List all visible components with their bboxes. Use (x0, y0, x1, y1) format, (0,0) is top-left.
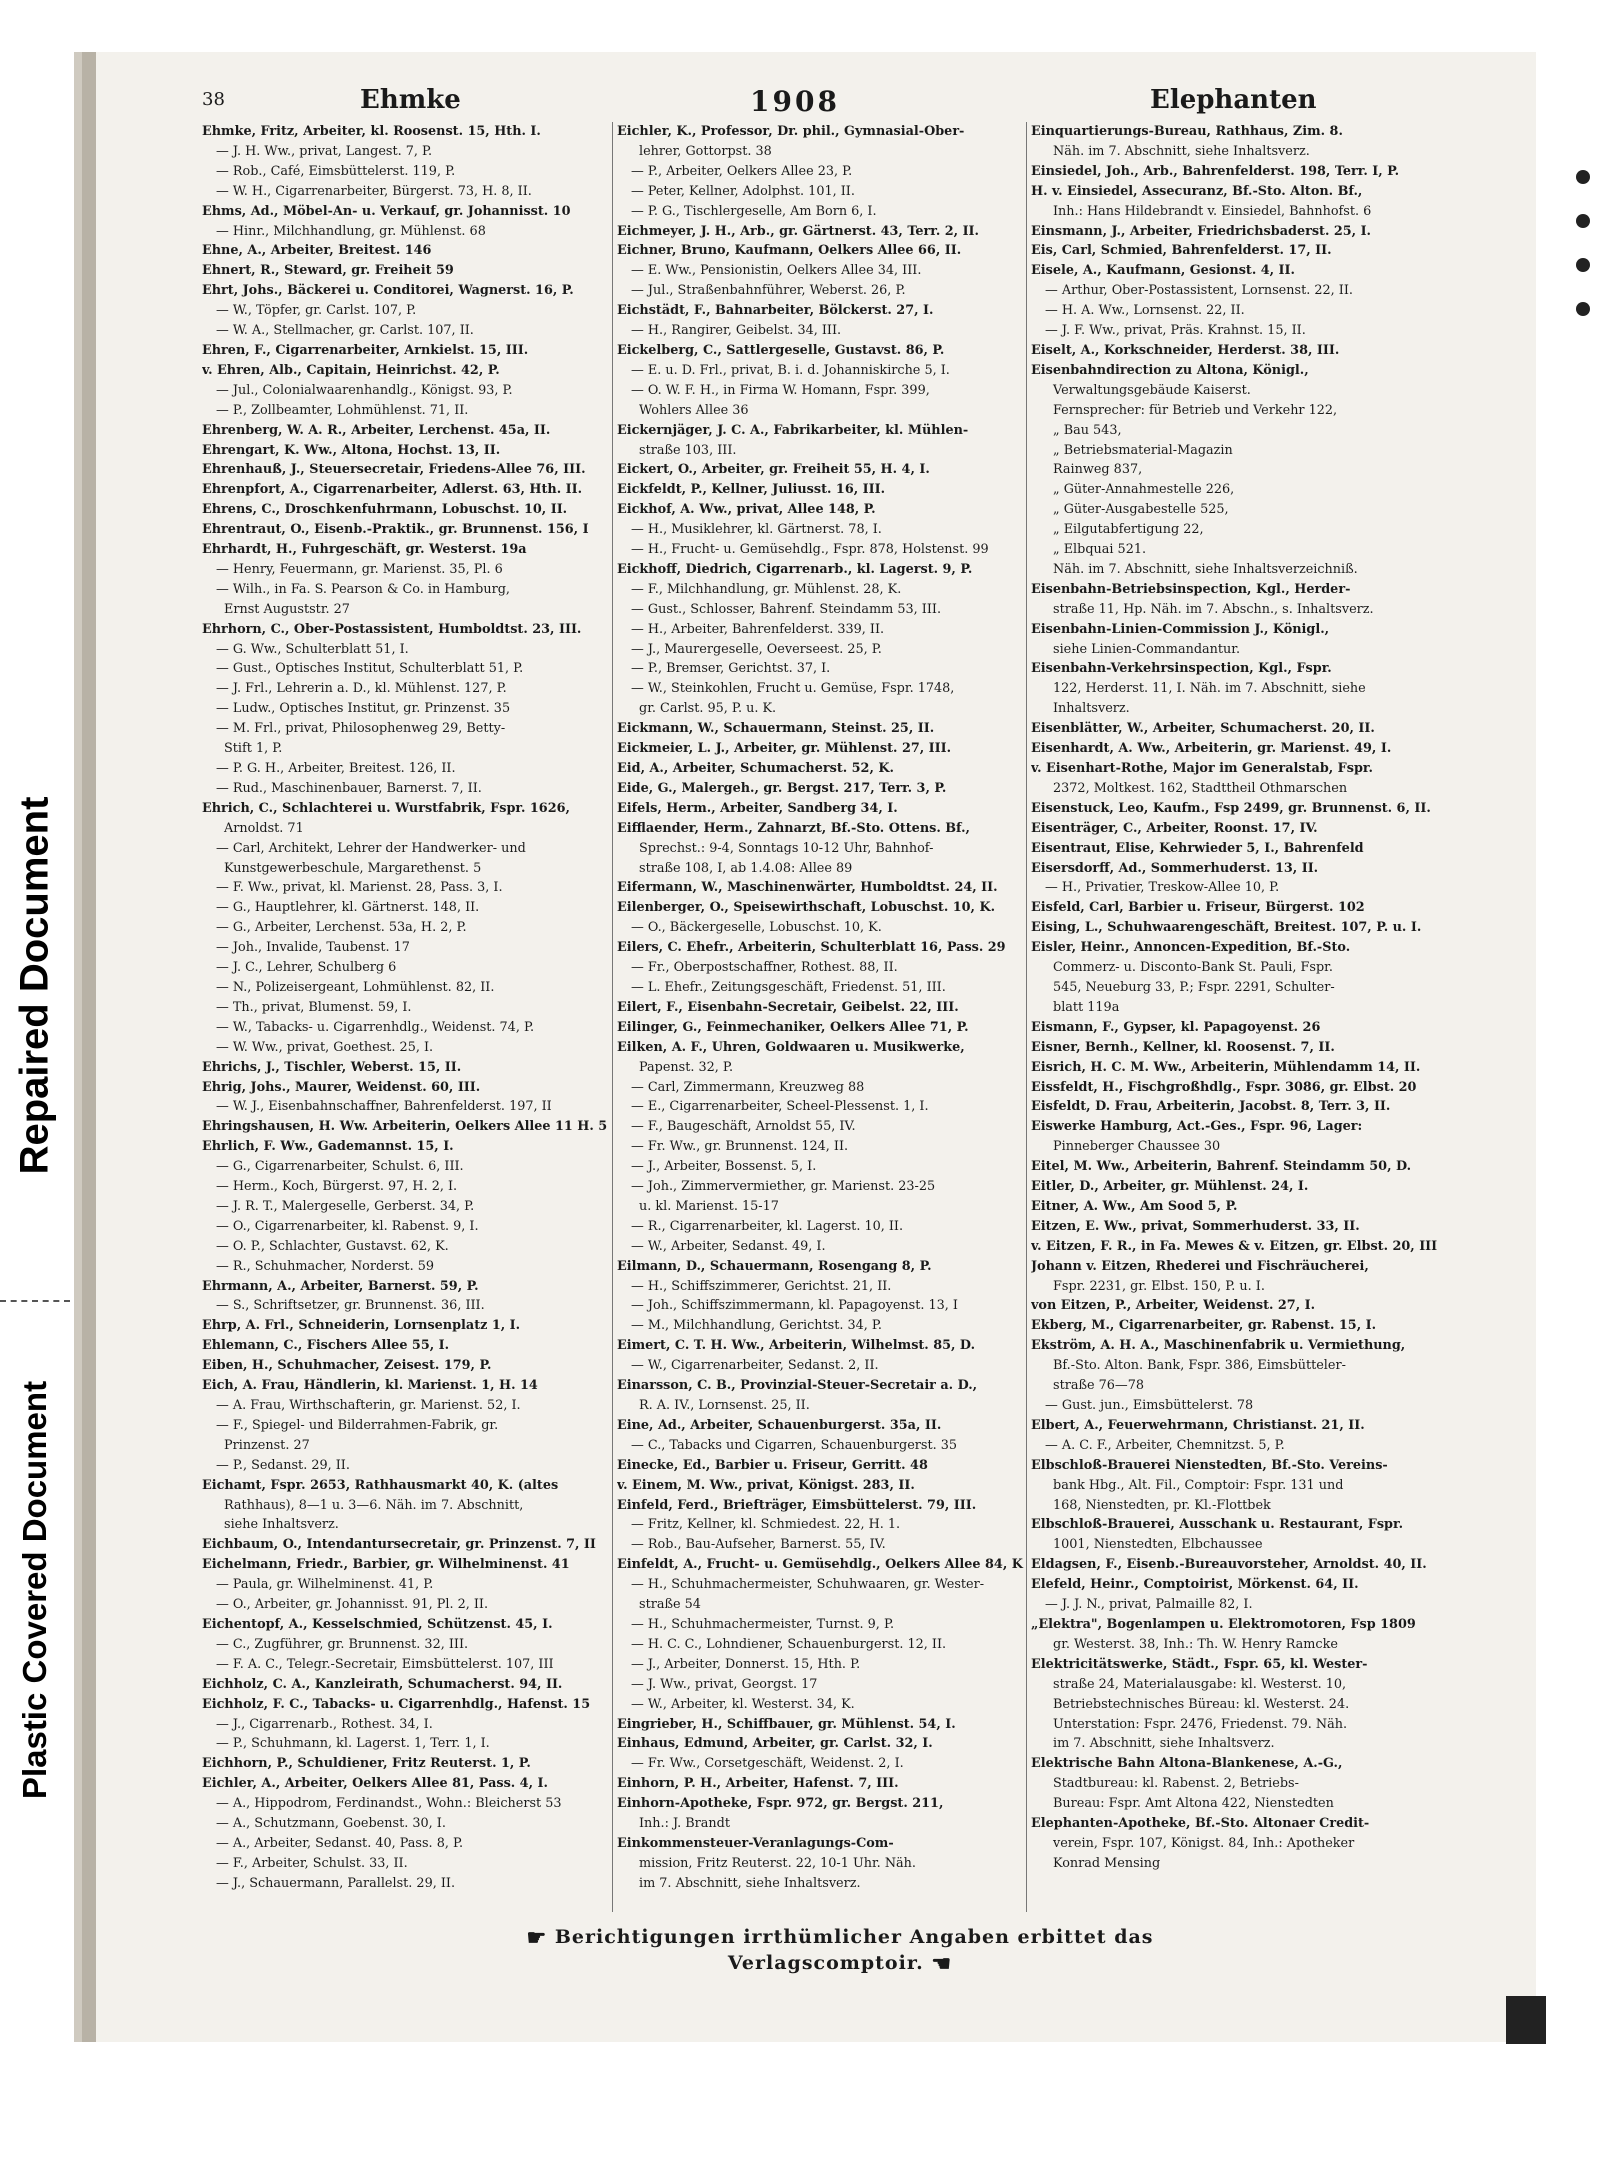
directory-entry: Eissfeldt, H., Fischgroßhdlg., Fspr. 3086, gr. Elbst. 20 (1031, 1079, 1417, 1095)
directory-entry: Sprechst.: 9-4, Sonntags 10-12 Uhr, Bahnhof- (639, 840, 934, 856)
directory-entry: Eisenträger, C., Arbeiter, Roonst. 17, IV. (1031, 820, 1318, 836)
directory-entry: Eid, A., Arbeiter, Schumacherst. 52, K. (617, 761, 894, 776)
directory-entry: — F. Ww., privat, kl. Marienst. 28, Pass. 3, I. (216, 880, 503, 896)
directory-entry: Eifermann, W., Maschinenwärter, Humboldtst. 24, II. (617, 880, 998, 896)
directory-entry: Eilinger, G., Feinmechaniker, Oelkers Allee 71, P. (617, 1019, 969, 1035)
directory-entry: — J., Cigarrenarb., Rothest. 34, I. (216, 1716, 433, 1732)
directory-entry: — G., Arbeiter, Lerchenst. 53a, H. 2, P. (216, 920, 467, 936)
directory-entry: Eickmann, W., Schauermann, Steinst. 25, II. (617, 721, 935, 737)
directory-entry: Verwaltungsgebäude Kaiserst. (1053, 382, 1251, 398)
directory-entry: Bureau: Fspr. Amt Altona 422, Nienstedten (1053, 1796, 1334, 1812)
directory-entry: — H., Rangirer, Geibelst. 34, III. (631, 323, 842, 339)
directory-entry: H. v. Einsiedel, Assecuranz, Bf.-Sto. Alton. Bf., (1031, 183, 1363, 199)
directory-entry: — O., Bäckergeselle, Lobuschst. 10, K. (631, 920, 882, 936)
header-keyword-right: Elephanten (1150, 85, 1317, 115)
directory-entry: — J., Schauermann, Parallelst. 29, II. (216, 1875, 456, 1891)
directory-entry: 2372, Moltkest. 162, Stadttheil Othmarschen (1053, 780, 1348, 796)
directory-entry: gr. Carlst. 95, P. u. K. (639, 701, 777, 717)
directory-entry: Eisler, Heinr., Annoncen-Expedition, Bf.-Sto. (1031, 940, 1351, 956)
directory-entry: straße 24, Materialausgabe: kl. Westerst. 10, (1053, 1676, 1347, 1692)
directory-entry: Eising, L., Schuhwaarengeschäft, Breitest. 107, P. u. I. (1031, 920, 1422, 936)
directory-entry: Eickelberg, C., Sattlergeselle, Gustavst. 86, P. (617, 342, 945, 358)
directory-entry: — O., Cigarrenarbeiter, kl. Rabenst. 9, I. (216, 1218, 479, 1234)
header-year: 1908 (750, 85, 840, 118)
directory-entry: — H. A. Ww., Lornsenst. 22, II. (1045, 303, 1245, 319)
directory-entry: Ehms, Ad., Möbel-An- u. Verkauf, gr. Johannisst. 10 (202, 203, 571, 219)
edge-mark (1576, 302, 1590, 316)
directory-entry: Eichstädt, F., Bahnarbeiter, Bölckerst. 27, I. (617, 303, 934, 319)
directory-entry: Eisfeld, Carl, Barbier u. Friseur, Bürgerst. 102 (1031, 900, 1365, 916)
directory-entry: Eilken, A. F., Uhren, Goldwaaren u. Musikwerke, (617, 1039, 965, 1055)
directory-entry: Eisersdorff, Ad., Sommerhuderst. 13, II. (1031, 860, 1319, 876)
directory-entry: Elektricitätswerke, Städt., Fspr. 65, kl. Wester- (1031, 1656, 1368, 1672)
directory-entry: — Fritz, Kellner, kl. Schmiedest. 22, H. 1. (631, 1517, 901, 1533)
directory-column-1 (202, 122, 610, 1912)
directory-columns (202, 122, 1442, 1912)
directory-entry: Elephanten-Apotheke, Bf.-Sto. Altonaer Credit- (1031, 1816, 1370, 1832)
directory-entry: „ Elbquai 521. (1053, 542, 1147, 558)
directory-entry: Eine, Ad., Arbeiter, Schauenburgerst. 35a, II. (617, 1417, 942, 1433)
directory-entry: — N., Polizeisergeant, Lohmühlenst. 82, II. (216, 979, 495, 995)
directory-entry: — Th., privat, Blumenst. 59, I. (216, 999, 412, 1015)
directory-entry: — Henry, Feuermann, gr. Marienst. 35, Pl. 6 (216, 561, 503, 577)
directory-entry: — Fr. Ww., Corsetgeschäft, Weidenst. 2, I. (631, 1756, 904, 1772)
directory-entry: straße 54 (639, 1597, 701, 1613)
directory-entry: Eisenhardt, A. Ww., Arbeiterin, gr. Marienst. 49, I. (1031, 741, 1392, 757)
directory-entry: Einsmann, J., Arbeiter, Friedrichsbaderst. 25, I. (1031, 223, 1372, 239)
directory-entry: Eis, Carl, Schmied, Bahrenfelderst. 17, II. (1031, 243, 1332, 259)
directory-entry: Ehrens, C., Droschkenfuhrmann, Lobuschst. 10, II. (202, 502, 568, 518)
directory-entry: — H., Schiffszimmerer, Gerichtst. 21, II. (631, 1278, 892, 1294)
directory-entry: bank Hbg., Alt. Fil., Comptoir: Fspr. 131 und (1053, 1477, 1344, 1493)
directory-entry: Elbschloß-Brauerei Nienstedten, Bf.-Sto. Vereins- (1031, 1457, 1388, 1473)
directory-entry: gr. Westerst. 38, Inh.: Th. W. Henry Ramcke (1053, 1636, 1338, 1652)
directory-entry: — H., Musiklehrer, kl. Gärtnerst. 78, I. (631, 522, 882, 538)
directory-entry: Eilers, C. Ehefr., Arbeiterin, Schulterblatt 16, Pass. 29 (617, 940, 1006, 956)
directory-entry: — H., Privatier, Treskow-Allee 10, P. (1045, 880, 1280, 896)
directory-entry: Ehrich, C., Schlachterei u. Wurstfabrik, Fspr. 1626, (202, 800, 570, 816)
directory-entry: Eilmann, D., Schauermann, Rosengang 8, P. (617, 1258, 932, 1274)
directory-entry: Einhorn-Apotheke, Fspr. 972, gr. Bergst. 211, (617, 1796, 944, 1812)
directory-entry: — W. H., Cigarrenarbeiter, Bürgerst. 73, H. 8, II. (216, 183, 532, 199)
directory-entry: — Wilh., in Fa. S. Pearson & Co. in Hamburg, (216, 581, 510, 597)
directory-entry: — H. C. C., Lohndiener, Schauenburgerst. 12, II. (631, 1636, 947, 1652)
directory-entry: Näh. im 7. Abschnitt, siehe Inhaltsverzeichniß. (1053, 561, 1358, 577)
directory-entry: — E., Cigarrenarbeiter, Scheel-Plessenst. 1, I. (631, 1099, 929, 1115)
directory-entry: — Jul., Straßenbahnführer, Weberst. 26, P. (631, 283, 906, 299)
directory-entry: Einquartierungs-Bureau, Rathhaus, Zim. 8. (1031, 124, 1343, 139)
directory-entry: Eickert, O., Arbeiter, gr. Freiheit 55, H. 4, I. (617, 462, 930, 478)
directory-entry: — Rob., Café, Eimsbüttelerst. 119, P. (216, 163, 456, 179)
directory-entry: Eisenbahn-Betriebsinspection, Kgl., Herder- (1031, 581, 1351, 597)
directory-entry: straße 76—78 (1053, 1378, 1145, 1394)
directory-entry: von Eitzen, P., Arbeiter, Weidenst. 27, I. (1031, 1298, 1316, 1314)
directory-entry: Eickernjäger, J. C. A., Fabrikarbeiter, kl. Mühlen- (617, 422, 969, 438)
directory-entry: — Peter, Kellner, Adolphst. 101, II. (631, 183, 855, 199)
directory-entry: Eichholz, C. A., Kanzleirath, Schumacherst. 94, II. (202, 1676, 563, 1692)
directory-entry: — O. W. F. H., in Firma W. Homann, Fspr. 399, (631, 382, 930, 398)
directory-entry: Eifflaender, Herm., Zahnarzt, Bf.-Sto. Ottens. Bf., (617, 820, 971, 836)
directory-entry: Rainweg 837, (1053, 462, 1143, 478)
directory-entry: Eichhorn, P., Schuldiener, Fritz Reuterst. 1, P. (202, 1756, 531, 1772)
directory-entry: Eichler, A., Arbeiter, Oelkers Allee 81, Pass. 4, I. (202, 1776, 548, 1792)
directory-entry: — J. H. Ww., privat, Langest. 7, P. (216, 143, 433, 159)
directory-entry: v. Eitzen, F. R., in Fa. Mewes & v. Eitzen, gr. Elbst. 20, III (1031, 1238, 1438, 1254)
directory-entry: — J. R. T., Malergeselle, Gerberst. 34, P. (216, 1198, 475, 1214)
directory-entry: „ Eilgutabfertigung 22, (1053, 522, 1204, 538)
directory-entry: Wohlers Allee 36 (639, 402, 749, 418)
directory-entry: 122, Herderst. 11, I. Näh. im 7. Abschnitt, siehe (1053, 681, 1366, 697)
directory-entry: mission, Fritz Reuterst. 22, 10-1 Uhr. Näh. (639, 1855, 916, 1871)
directory-entry: Eichner, Bruno, Kaufmann, Oelkers Allee 66, II. (617, 243, 962, 259)
directory-entry: im 7. Abschnitt, siehe Inhaltsverz. (639, 1875, 861, 1891)
directory-entry: im 7. Abschnitt, siehe Inhaltsverz. (1053, 1736, 1275, 1752)
directory-entry: — Hinr., Milchhandlung, gr. Mühlenst. 68 (216, 223, 486, 239)
directory-entry: Inhaltsverz. (1053, 701, 1130, 717)
directory-entry: Inh.: J. Brandt (639, 1816, 730, 1832)
directory-entry: Eimert, C. T. H. Ww., Arbeiterin, Wilhelmst. 85, D. (617, 1338, 976, 1354)
directory-entry: — M., Milchhandlung, Gerichtst. 34, P. (631, 1318, 882, 1334)
directory-entry: Ekström, A. H. A., Maschinenfabrik u. Vermiethung, (1031, 1338, 1406, 1354)
directory-entry: — J. Frl., Lehrerin a. D., kl. Mühlenst. 127, P. (216, 681, 507, 697)
directory-entry: Eichler, K., Professor, Dr. phil., Gymnasial-Ober- (617, 124, 965, 139)
directory-entry: Ehringshausen, H. Ww. Arbeiterin, Oelkers Allee 11 H. 5 (202, 1119, 608, 1135)
directory-entry: Eiselt, A., Korkschneider, Herderst. 38, III. (1031, 342, 1340, 358)
directory-entry: Eitler, D., Arbeiter, gr. Mühlenst. 24, I. (1031, 1179, 1309, 1195)
directory-entry: Fspr. 2231, gr. Elbst. 150, P. u. I. (1053, 1278, 1265, 1294)
directory-entry: „ Bau 543, (1053, 422, 1122, 438)
directory-entry: — W. Ww., privat, Goethest. 25, I. (216, 1039, 434, 1055)
directory-entry: Eisentraut, Elise, Kehrwieder 5, I., Bahrenfeld (1031, 840, 1364, 856)
directory-entry: Ehmke, Fritz, Arbeiter, kl. Roosenst. 15, Hth. I. (202, 124, 541, 139)
binding-shadow (82, 52, 96, 2042)
directory-entry: Ehrentraut, O., Eisenb.-Praktik., gr. Brunnenst. 156, I (202, 522, 589, 538)
directory-entry: Ehren, F., Cigarrenarbeiter, Arnkielst. 15, III. (202, 342, 529, 358)
directory-entry: — A. Frau, Wirthschafterin, gr. Marienst. 52, I. (216, 1398, 521, 1413)
directory-entry: Eisfeldt, D. Frau, Arbeiterin, Jacobst. 8, Terr. 3, II. (1031, 1099, 1391, 1115)
directory-entry: — Ludw., Optisches Institut, gr. Prinzenst. 35 (216, 701, 511, 717)
directory-entry: Ehrenpfort, A., Cigarrenarbeiter, Adlerst. 63, Hth. II. (202, 482, 583, 498)
directory-entry: siehe Linien-Commandantur. (1053, 641, 1241, 657)
directory-entry: — Fr. Ww., gr. Brunnenst. 124, II. (631, 1139, 849, 1155)
header-keyword-left: Ehmke (360, 85, 461, 115)
directory-entry: — W., Arbeiter, kl. Westerst. 34, K. (631, 1696, 855, 1712)
directory-entry: Papenst. 32, P. (639, 1059, 734, 1075)
directory-entry: — Rud., Maschinenbauer, Barnerst. 7, II. (216, 780, 482, 796)
directory-entry: Ehrt, Johs., Bäckerei u. Conditorei, Wagnerst. 16, P. (202, 283, 574, 299)
directory-entry: „ Betriebsmaterial-Magazin (1053, 442, 1233, 458)
directory-entry: Eichamt, Fspr. 2653, Rathhausmarkt 40, K. (altes (202, 1477, 559, 1493)
edge-mark (1576, 258, 1590, 272)
directory-entry: — Joh., Invalide, Taubenst. 17 (216, 940, 410, 956)
directory-entry: — O., Arbeiter, gr. Johannisst. 91, Pl. 2, II. (216, 1597, 489, 1613)
directory-entry: — A., Hippodrom, Ferdinandst., Wohn.: Bleicherst 53 (216, 1796, 562, 1812)
directory-entry: Stadtbureau: kl. Rabenst. 2, Betriebs- (1053, 1776, 1299, 1792)
directory-entry: Bf.-Sto. Alton. Bank, Fspr. 386, Eimsbütteler- (1053, 1358, 1346, 1374)
directory-entry: — G., Hauptlehrer, kl. Gärtnerst. 148, II. (216, 900, 480, 916)
directory-entry: Ehrenhauß, J., Steuersecretair, Friedens-Allee 76, III. (202, 462, 586, 478)
directory-entry: — C., Tabacks und Cigarren, Schauenburgerst. 35 (631, 1437, 958, 1453)
directory-entry: Ehrp, A. Frl., Schneiderin, Lornsenplatz 1, I. (202, 1318, 521, 1334)
directory-entry: straße 108, I, ab 1.4.08: Allee 89 (639, 860, 853, 876)
directory-entry: u. kl. Marienst. 15-17 (639, 1198, 779, 1214)
pointing-hand-icon: ☛ (526, 1925, 548, 1951)
directory-entry: — F. A. C., Telegr.-Secretair, Eimsbüttelerst. 107, III (216, 1656, 554, 1672)
directory-entry: Ehnert, R., Steward, gr. Freiheit 59 (202, 263, 454, 279)
directory-entry: — H., Frucht- u. Gemüsehdlg., Fspr. 878, Holstenst. 99 (631, 542, 989, 558)
side-label-plastic (0, 1320, 70, 1860)
directory-entry: — P., Bremser, Gerichtst. 37, I. (631, 661, 831, 677)
directory-entry: Unterstation: Fspr. 2476, Friedenst. 79. Näh. (1053, 1716, 1348, 1732)
directory-entry: — W., Arbeiter, Sedanst. 49, I. (631, 1238, 826, 1254)
directory-entry: — J. C., Lehrer, Schulberg 6 (216, 960, 397, 976)
directory-entry: — M. Frl., privat, Philosophenweg 29, Betty- (216, 721, 506, 737)
directory-entry: — J., Arbeiter, Bossenst. 5, I. (631, 1159, 817, 1175)
directory-entry: Elbert, A., Feuerwehrmann, Christianst. 21, II. (1031, 1417, 1365, 1433)
side-label-plastic-text: Plastic Covered Document (16, 1380, 53, 1800)
directory-entry: Eismann, F., Gypser, kl. Papagoyenst. 26 (1031, 1019, 1321, 1035)
directory-entry: Einhaus, Edmund, Arbeiter, gr. Carlst. 32, I. (617, 1736, 933, 1752)
directory-entry: — P. G., Tischlergeselle, Am Born 6, I. (631, 203, 877, 219)
directory-entry: — Gust. jun., Eimsbüttelerst. 78 (1045, 1398, 1254, 1413)
directory-entry: — S., Schriftsetzer, gr. Brunnenst. 36, III. (216, 1298, 485, 1314)
directory-entry: — W., Steinkohlen, Frucht u. Gemüse, Fspr. 1748, (631, 681, 955, 697)
directory-entry: — F., Milchhandlung, gr. Mühlenst. 28, K. (631, 581, 902, 597)
directory-entry: Fernsprecher: für Betrieb und Verkehr 122, (1053, 402, 1338, 418)
directory-entry: Elektrische Bahn Altona-Blankenese, A.-G., (1031, 1756, 1343, 1772)
directory-entry: Eisenblätter, W., Arbeiter, Schumacherst. 20, II. (1031, 721, 1375, 737)
directory-entry: — O. P., Schlachter, Gustavst. 62, K. (216, 1238, 449, 1254)
directory-entry: 545, Neueburg 33, P.; Fspr. 2291, Schulter- (1053, 979, 1335, 995)
directory-entry: lehrer, Gottorpst. 38 (639, 143, 772, 159)
side-label-repaired (0, 715, 70, 1255)
directory-entry: Eich, A. Frau, Händlerin, kl. Marienst. 1, H. 14 (202, 1378, 538, 1394)
directory-entry: Ernst Auguststr. 27 (224, 601, 350, 617)
edge-mark (1576, 170, 1590, 184)
edge-mark (1576, 214, 1590, 228)
directory-entry: — Gust., Schlosser, Bahrenf. Steindamm 53, III. (631, 601, 942, 617)
directory-entry: — Carl, Architekt, Lehrer der Handwerker- und (216, 840, 526, 856)
directory-entry: Einecke, Ed., Barbier u. Friseur, Gerritt. 48 (617, 1457, 928, 1473)
directory-entry: blatt 119a (1053, 999, 1120, 1015)
directory-entry: straße 11, Hp. Näh. im 7. Abschn., s. Inhaltsverz. (1053, 601, 1374, 617)
directory-entry: — Joh., Zimmervermiether, gr. Marienst. 23-25 (631, 1179, 936, 1195)
directory-entry: Inh.: Hans Hildebrandt v. Einsiedel, Bahnhofst. 6 (1053, 203, 1372, 219)
directory-entry: Eichbaum, O., Intendantursecretair, gr. Prinzenst. 7, II (202, 1537, 596, 1553)
directory-entry: Einhorn, P. H., Arbeiter, Hafenst. 7, III. (617, 1776, 899, 1792)
directory-entry: — A., Schutzmann, Goebenst. 30, I. (216, 1816, 446, 1832)
directory-entry: — Gust., Optisches Institut, Schulterblatt 51, P. (216, 661, 524, 677)
directory-entry: Ehrenberg, W. A. R., Arbeiter, Lerchenst. 45a, II. (202, 422, 551, 438)
directory-entry: — G., Cigarrenarbeiter, Schulst. 6, III. (216, 1159, 464, 1175)
directory-entry: Rathhaus), 8—1 u. 3—6. Näh. im 7. Abschnitt, (224, 1497, 524, 1513)
directory-entry: Johann v. Eitzen, Rhederei und Fischräucherei, (1031, 1258, 1369, 1274)
directory-entry: Eitel, M. Ww., Arbeiterin, Bahrenf. Steindamm 50, D. (1031, 1159, 1412, 1175)
directory-entry: Ehrhorn, C., Ober-Postassistent, Humboldtst. 23, III. (202, 621, 582, 637)
directory-entry: — Jul., Colonialwaarenhandlg., Königst. 93, P. (216, 382, 513, 398)
directory-entry: Eiben, H., Schuhmacher, Zeisest. 179, P. (202, 1358, 492, 1374)
directory-entry: — Herm., Koch, Bürgerst. 97, H. 2, I. (216, 1179, 458, 1195)
directory-entry: — J., Maurergeselle, Oeverseest. 25, P. (631, 641, 882, 657)
directory-entry: Ehrhardt, H., Fuhrgeschäft, gr. Westerst. 19a (202, 542, 527, 558)
directory-entry: — H., Arbeiter, Bahrenfelderst. 339, II. (631, 621, 885, 637)
directory-entry: Ehrengart, K. Ww., Altona, Hochst. 13, II. (202, 442, 501, 458)
directory-entry: v. Eisenhart-Rothe, Major im Generalstab, Fspr. (1031, 761, 1373, 776)
directory-entry: Eichentopf, A., Kesselschmied, Schützenst. 45, I. (202, 1616, 553, 1632)
directory-entry: Kunstgewerbeschule, Margarethenst. 5 (224, 860, 482, 876)
directory-entry: Eickhoff, Diedrich, Cigarrenarb., kl. Lagerst. 9, P. (617, 561, 973, 577)
pointing-hand-icon-right: ☚ (931, 1951, 953, 1977)
directory-entry: Stift 1, P. (224, 741, 283, 757)
directory-entry: Ehrmann, A., Arbeiter, Barnerst. 59, P. (202, 1278, 479, 1294)
directory-entry: Einarsson, C. B., Provinzial-Steuer-Secretair a. D., (617, 1378, 978, 1394)
directory-entry: Eilenberger, O., Speisewirthschaft, Lobuschst. 10, K. (617, 900, 996, 916)
directory-entry: Eiswerke Hamburg, Act.-Ges., Fspr. 96, Lager: (1031, 1119, 1363, 1135)
side-label-repaired-text: Repaired Document (12, 796, 57, 1174)
directory-entry: Konrad Mensing (1053, 1855, 1161, 1871)
directory-entry: Ehne, A., Arbeiter, Breitest. 146 (202, 243, 432, 259)
directory-entry: Eldagsen, F., Eisenb.-Bureauvorsteher, Arnoldst. 40, II. (1031, 1557, 1427, 1573)
directory-entry: Einfeldt, A., Frucht- u. Gemüsehdlg., Oelkers Allee 84, K (617, 1557, 1023, 1573)
directory-entry: Eisner, Bernh., Kellner, kl. Roosenst. 7, II. (1031, 1039, 1335, 1055)
directory-entry: — E. u. D. Frl., privat, B. i. d. Johanniskirche 5, I. (631, 362, 950, 378)
scan-corner-shadow (1506, 1996, 1546, 2044)
directory-entry: — J., Arbeiter, Donnerst. 15, Hth. P. (631, 1656, 861, 1672)
directory-entry: R. A. IV., Lornsenst. 25, II. (639, 1398, 810, 1413)
directory-entry: Einkommensteuer-Veranlagungs-Com- (617, 1835, 894, 1851)
directory-entry: Eisenstuck, Leo, Kaufm., Fsp 2499, gr. Brunnenst. 6, II. (1031, 800, 1431, 816)
directory-entry: — C., Zugführer, gr. Brunnenst. 32, III. (216, 1636, 469, 1652)
directory-entry: — F., Baugeschäft, Arnoldst 55, IV. (631, 1119, 856, 1135)
directory-entry: Ekberg, M., Cigarrenarbeiter, gr. Rabenst. 15, I. (1031, 1318, 1377, 1334)
directory-column-3 (1026, 122, 1439, 1912)
directory-entry: — F., Arbeiter, Schulst. 33, II. (216, 1855, 408, 1871)
directory-entry: Eichelmann, Friedr., Barbier, gr. Wilhelminenst. 41 (202, 1557, 570, 1573)
directory-entry: Einsiedel, Joh., Arb., Bahrenfelderst. 198, Terr. I, P. (1031, 163, 1400, 179)
directory-entry: Elefeld, Heinr., Comptoirist, Mörkenst. 64, II. (1031, 1577, 1359, 1593)
directory-entry: Commerz- u. Disconto-Bank St. Pauli, Fspr. (1053, 960, 1333, 976)
directory-entry: verein, Fspr. 107, Königst. 84, Inh.: Apotheker (1053, 1835, 1355, 1851)
directory-entry: Eisrich, H. C. M. Ww., Arbeiterin, Mühlendamm 14, II. (1031, 1059, 1421, 1075)
directory-entry: — Fr., Oberpostschaffner, Rothest. 88, II. (631, 960, 898, 976)
directory-entry: „ Güter-Annahmestelle 226, (1053, 482, 1235, 498)
directory-entry: — Carl, Zimmermann, Kreuzweg 88 (631, 1079, 865, 1095)
directory-entry: — A., Arbeiter, Sedanst. 40, Pass. 8, P. (216, 1835, 464, 1851)
directory-entry: Eisenbahn-Verkehrsinspection, Kgl., Fspr. (1031, 661, 1332, 677)
directory-entry: Arnoldst. 71 (224, 820, 304, 836)
directory-entry: Eickmeier, L. J., Arbeiter, gr. Mühlenst. 27, III. (617, 741, 952, 757)
directory-entry: Eitner, A. Ww., Am Sood 5, P. (1031, 1198, 1238, 1214)
directory-entry: Eisenbahndirection zu Altona, Königl., (1031, 362, 1309, 378)
directory-entry: — J. F. Ww., privat, Präs. Krahnst. 15, II. (1045, 323, 1306, 339)
directory-entry: — P., Schuhmann, kl. Lagerst. 1, Terr. 1, I. (216, 1736, 490, 1752)
directory-entry: Betriebstechnisches Büreau: kl. Westerst. 24. (1053, 1696, 1350, 1712)
directory-entry: — P., Zollbeamter, Lohmühlenst. 71, II. (216, 402, 469, 418)
directory-entry: — W., Cigarrenarbeiter, Sedanst. 2, II. (631, 1358, 879, 1374)
directory-entry: — H., Schuhmachermeister, Schuhwaaren, gr. Wester- (631, 1577, 985, 1593)
directory-entry: Einfeld, Ferd., Briefträger, Eimsbüttelerst. 79, III. (617, 1497, 977, 1513)
directory-entry: Elbschloß-Brauerei, Ausschank u. Restaurant, Fspr. (1031, 1517, 1404, 1533)
directory-entry: — P., Sedanst. 29, II. (216, 1457, 350, 1473)
directory-entry: v. Einem, M. Ww., privat, Königst. 283, II. (617, 1477, 915, 1493)
directory-entry: — Paula, gr. Wilhelminenst. 41, P. (216, 1577, 434, 1593)
directory-entry: — W., Töpfer, gr. Carlst. 107, P. (216, 303, 417, 319)
side-label-divider (0, 1300, 70, 1302)
footer-text: Berichtigungen irrthümlicher Angaben erbittet das Verlagscomptoir. (554, 1926, 1154, 1974)
directory-entry: — J. J. N., privat, Palmaille 82, I. (1045, 1597, 1253, 1613)
page-footer (430, 1925, 1250, 1977)
directory-entry: Eichholz, F. C., Tabacks- u. Cigarrenhdlg., Hafenst. 15 (202, 1696, 591, 1712)
directory-entry: — A. C. F., Arbeiter, Chemnitzst. 5, P. (1045, 1437, 1285, 1453)
directory-entry: — F., Spiegel- und Bilderrahmen-Fabrik, gr. (216, 1417, 499, 1433)
directory-entry: — J. Ww., privat, Georgst. 17 (631, 1676, 818, 1692)
directory-entry: — G. Ww., Schulterblatt 51, I. (216, 641, 409, 657)
directory-entry: Näh. im 7. Abschnitt, siehe Inhaltsverz. (1053, 143, 1310, 159)
directory-entry: Eichmeyer, J. H., Arb., gr. Gärtnerst. 43, Terr. 2, II. (617, 223, 979, 239)
directory-entry: — P. G. H., Arbeiter, Breitest. 126, II. (216, 761, 456, 776)
directory-entry: — Joh., Schiffszimmermann, kl. Papagoyenst. 13, I (631, 1298, 958, 1314)
directory-entry: Ehrig, Johs., Maurer, Weidenst. 60, III. (202, 1079, 481, 1095)
directory-entry: v. Ehren, Alb., Capitain, Heinrichst. 42, P. (202, 362, 500, 378)
directory-entry: Eifels, Herm., Arbeiter, Sandberg 34, I. (617, 800, 898, 816)
directory-entry: — P., Arbeiter, Oelkers Allee 23, P. (631, 163, 853, 179)
directory-entry: Eisenbahn-Linien-Commission J., Königl., (1031, 621, 1330, 637)
directory-entry: — R., Cigarrenarbeiter, kl. Lagerst. 10, II. (631, 1218, 904, 1234)
directory-entry: Prinzenst. 27 (224, 1437, 310, 1453)
directory-entry: — Rob., Bau-Aufseher, Barnerst. 55, IV. (631, 1537, 886, 1553)
directory-entry: „ Güter-Ausgabestelle 525, (1053, 502, 1229, 518)
directory-entry: — W. J., Eisenbahnschaffner, Bahrenfelderst. 197, II (216, 1099, 552, 1115)
directory-entry: — R., Schuhmacher, Norderst. 59 (216, 1258, 434, 1274)
directory-entry: Eickhof, A. Ww., privat, Allee 148, P. (617, 502, 876, 518)
directory-column-2 (612, 122, 1025, 1912)
directory-entry: straße 103, III. (639, 442, 737, 458)
directory-entry: Ehrichs, J., Tischler, Weberst. 15, II. (202, 1059, 462, 1075)
directory-entry: Ehrlich, F. Ww., Gademannst. 15, I. (202, 1139, 454, 1155)
page-number: 38 (202, 89, 225, 110)
directory-entry: Ehlemann, C., Fischers Allee 55, I. (202, 1338, 450, 1354)
directory-entry: — Arthur, Ober-Postassistent, Lornsenst. 22, II. (1045, 283, 1353, 299)
directory-entry: — L. Ehefr., Zeitungsgeschäft, Friedenst. 51, III. (631, 979, 946, 995)
directory-entry: — H., Schuhmachermeister, Turnst. 9, P. (631, 1616, 895, 1632)
directory-entry: Eide, G., Malergeh., gr. Bergst. 217, Terr. 3, P. (617, 780, 947, 796)
directory-entry: — W., Tabacks- u. Cigarrenhdlg., Weidenst. 74, P. (216, 1019, 535, 1035)
directory-entry: Eitzen, E. Ww., privat, Sommerhuderst. 33, II. (1031, 1218, 1360, 1234)
directory-entry: Pinneberger Chaussee 30 (1053, 1139, 1221, 1155)
directory-entry: Eingrieber, H., Schiffbauer, gr. Mühlenst. 54, I. (617, 1716, 956, 1732)
directory-entry: 1001, Nienstedten, Elbchaussee (1053, 1537, 1263, 1553)
directory-entry: siehe Inhaltsverz. (224, 1517, 339, 1533)
directory-entry: 168, Nienstedten, pr. Kl.-Flottbek (1053, 1497, 1271, 1513)
directory-entry: Eisele, A., Kaufmann, Gesionst. 4, II. (1031, 263, 1295, 279)
directory-entry: Eickfeldt, P., Kellner, Juliusst. 16, III. (617, 482, 886, 498)
directory-entry: — W. A., Stellmacher, gr. Carlst. 107, II. (216, 323, 474, 339)
directory-entry: Eilert, F., Eisenbahn-Secretair, Geibelst. 22, III. (617, 999, 959, 1015)
page-header (190, 83, 1330, 119)
page-edge-marks (1552, 140, 1600, 2040)
directory-entry: „Elektra", Bogenlampen u. Elektromotoren, Fsp 1809 (1031, 1616, 1416, 1632)
directory-entry: — E. Ww., Pensionistin, Oelkers Allee 34, III. (631, 263, 922, 279)
